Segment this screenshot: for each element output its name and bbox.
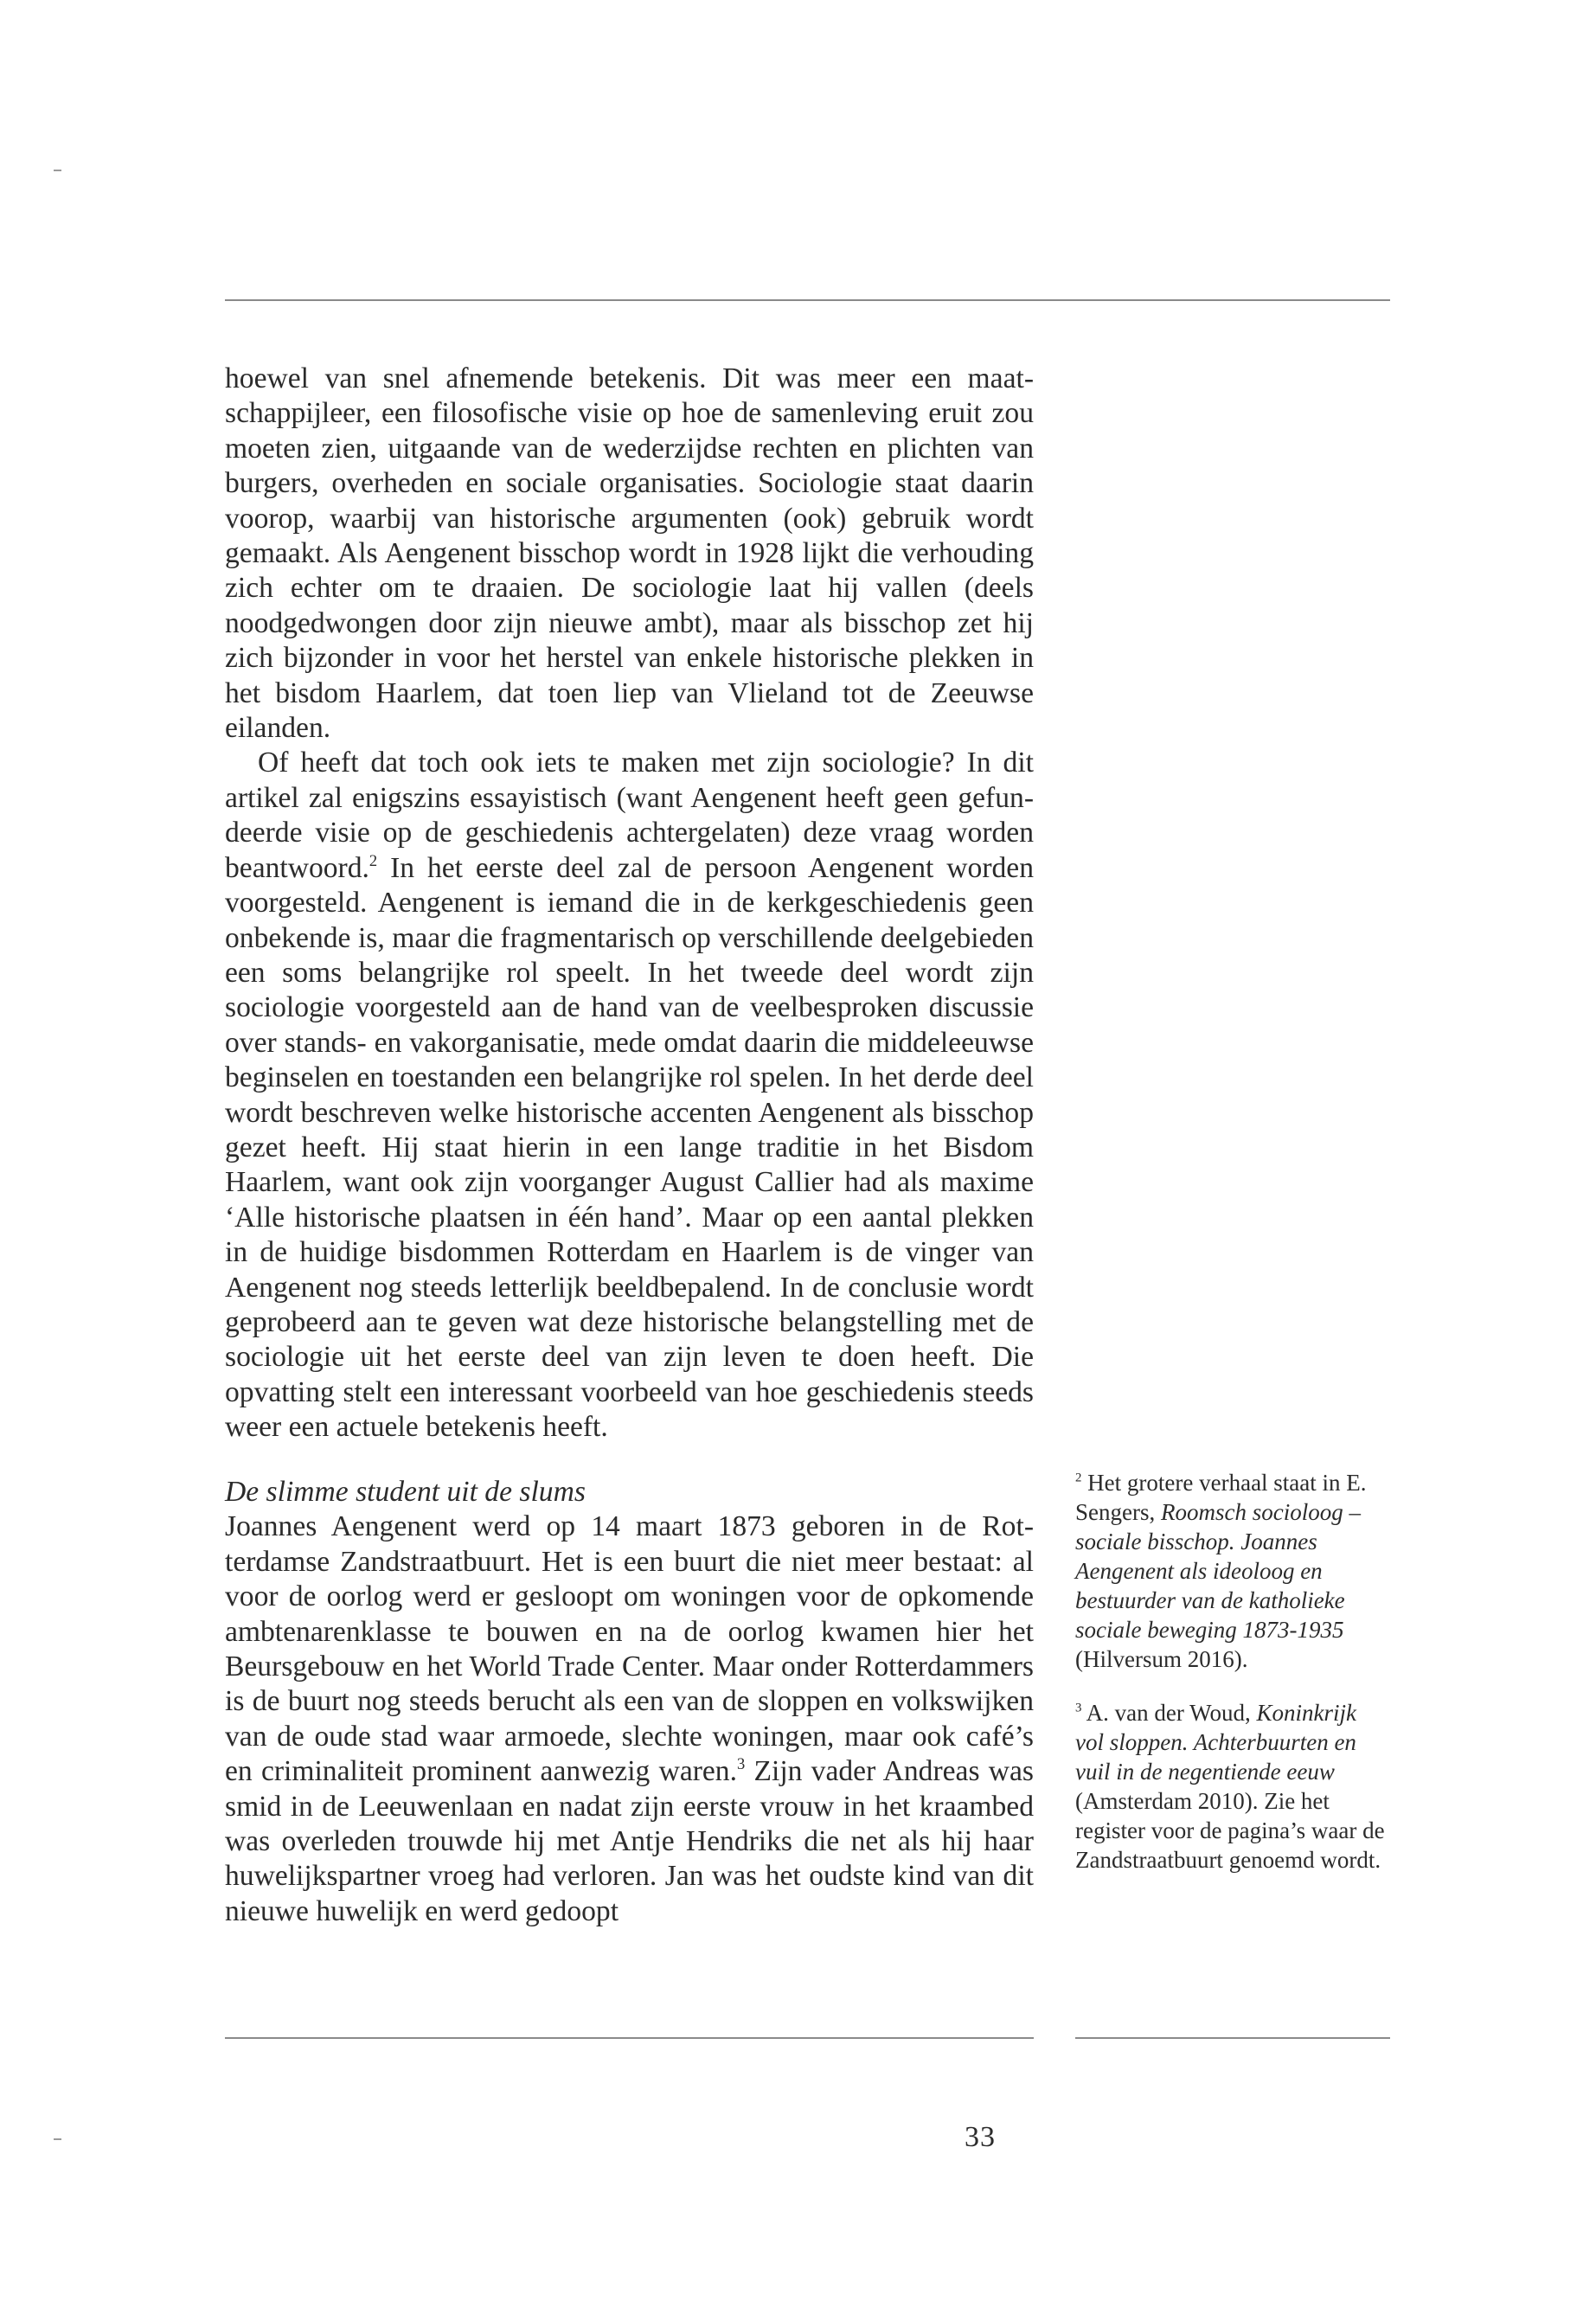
crop-mark-bottom-left	[54, 2138, 61, 2140]
footnote-3	[1075, 1698, 1390, 1875]
paragraph-2-part-b: In het eerste deel zal de persoon Aengenent worden voorgesteld. Aengenent is iemand die in de kerkgeschiedenis geen onbekende is, maar die fragmentarisch op verschillende deelgebieden een soms belangrijke rol speelt. In het tweede deel wordt zijn sociologie voorgesteld aan de hand van de veelbesproken discussie over stands- en vakorganisatie, mede omdat daarin die middeleeuwse beginselen en toestanden een belangrijke rol spelen. In het derde deel wordt beschreven welke historische accenten Aengenent als bisschop gezet heeft. Hij staat hierin in een lange traditie in het Bisdom Haarlem, want ook zijn voorganger August Callier had als maxime ‘Alle historische plaatsen in één hand’. Maar op een aantal plekken in de huidige bisdommen Rotterdam en Haarlem is de vinger van Aengenent nog steeds letterlijk beeldbepalend. In de conclusie wordt geprobeerd aan te geven wat deze historische belangstelling met de sociologie uit het eerste deel van zijn leven te doen heeft. Die opvatting stelt een interessant voorbeeld van hoe geschiedenis steeds weer een actuele betekenis heeft.	[225, 851, 1034, 1444]
paragraph-2-part-a: Of heeft dat toch ook iets te maken met zijn sociologie? In dit artikel zal enigszins essayistisch (want Aengenent heeft geen gefundeerde visie op de geschiedenis achtergelaten) deze vraag worden beantwoord.	[225, 747, 1034, 884]
crop-mark-top-left	[54, 170, 61, 171]
main-text-column	[225, 362, 1034, 1445]
footnote-ref-3[interactable]: 3	[737, 1755, 746, 1773]
footnote-3-text-a: A. van der Woud,	[1081, 1700, 1257, 1726]
footnote-2	[1075, 1468, 1390, 1674]
footnote-3-title: Koninkrijk vol sloppen. Achterbuurten en vuil in de negentiende eeuw	[1075, 1700, 1356, 1785]
section-paragraph	[225, 1509, 1034, 1929]
footer-rule-main	[225, 2037, 1034, 2039]
section-paragraph-part-b: Zijn vader Andreas was smid in de Leeuwenlaan en nadat zijn eerste vrouw in het kraambed was overleden trouwde hij met Antje Hendriks die net als hij haar huwelijkspartner vroeg had verloren. Jan was het oudste kind van dit nieuwe huwelijk en werd gedoopt	[225, 1755, 1034, 1927]
footnote-2-title: Roomsch socioloog – sociale bisschop. Joannes Aengenent als ideoloog en bestuurder van de katholieke sociale beweging 1873-1935	[1075, 1499, 1361, 1643]
footnote-2-marker: 2	[1075, 1471, 1082, 1485]
paragraph-1: hoewel van snel afnemende betekenis. Dit was meer een maatschappijleer, een filosofische visie op hoe de samenleving eruit zou moeten zien, uitgaande van de wederzijdse rechten en plichten van burgers, overheden en sociale organisaties. Sociologie staat daarin voorop, waarbij van historische argumenten (ook) gebruik wordt gemaakt. Als Aengenent bisschop wordt in 1928 lijkt die verhouding zich echter om te draaien. De sociologie laat hij vallen (deels noodgedwongen door zijn nieuwe ambt), maar als bisschop zet hij zich bijzonder in voor het herstel van enkele historische plekken in het bisdom Haarlem, dat toen liep van Vlieland tot de Zeeuwse eilanden.	[225, 362, 1034, 745]
section-heading: De slimme student uit de slums	[225, 1476, 586, 1508]
footnote-ref-2[interactable]: 2	[369, 851, 378, 869]
footnote-2-text-b: (Hilversum 2016).	[1075, 1646, 1248, 1672]
footnote-3-marker: 3	[1075, 1701, 1082, 1715]
footnote-2-text-a: Het grotere verhaal staat in E. Sengers,	[1075, 1470, 1367, 1525]
section-paragraph-part-a: Joannes Aengenent werd op 14 maart 1873 geboren in de Rotterdamse Zandstraatbuurt. Het is een buurt die niet meer bestaat: al voor de oorlog werd er gesloopt om woningen voor de opkomende ambtenarenklasse te bouwen en na de oorlog kwamen hier het Beursgebouw en het World Trade Center. Maar onder Rotterdammers is de buurt nog steeds berucht als een van de sloppen en volkswijken van de oude stad waar armoede, slechte woningen, maar ook café’s en criminaliteit prominent aanwezig waren.	[225, 1510, 1034, 1788]
page-number: 33	[965, 2121, 996, 2153]
section-column	[225, 1475, 1034, 1929]
footer-rule-notes	[1075, 2037, 1390, 2039]
header-rule	[225, 299, 1390, 301]
paragraph-2	[225, 746, 1034, 1445]
footnote-3-text-b: (Amsterdam 2010). Zie het register voor de pagina’s waar de Zandstraatbuurt genoemd wordt.	[1075, 1788, 1385, 1873]
footnotes-margin	[1075, 1468, 1390, 1899]
